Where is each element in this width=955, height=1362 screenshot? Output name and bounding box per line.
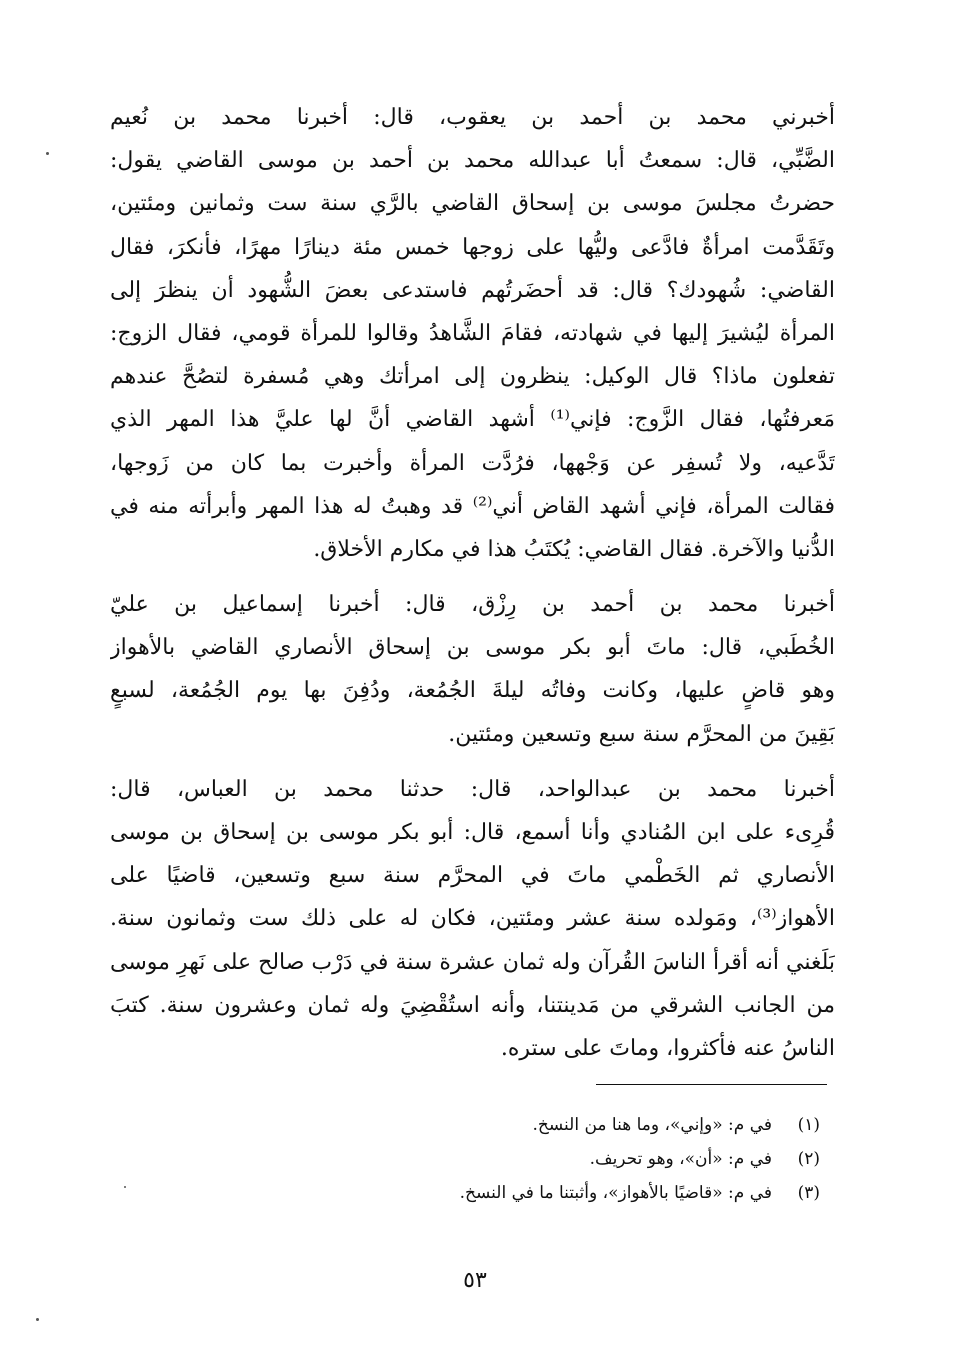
- footnote-text: في م: «قاضيًا بالأهواز»، وأثبتنا ما في النسخ.: [459, 1183, 772, 1203]
- footnote: [300, 1108, 820, 1142]
- text-line: الضَّبِّي، قال: سمعتُ أبا عبدالله محمد بن أحمد بن موسى القاضي يقول:: [110, 148, 835, 174]
- main-text: [110, 96, 835, 1070]
- text-line: الأهواز⁽³⁾، ومَولده سنة عشر ومئتين، فكان له على ذلك ست وثمانون سنة.: [110, 906, 835, 932]
- footnote-number: (٢): [797, 1149, 820, 1169]
- footnotes: [300, 1108, 820, 1210]
- text-line: بَقِينَ من المحرَّم سنة سبع وتسعين ومئتين.: [448, 721, 835, 747]
- text-line: من الجانب الشرقي من مَدينتنا، وأنه استُقْضِيَ وله ثمان وعشرون سنة. كتبَ: [110, 992, 835, 1018]
- text-line: الناسُ عنه فأكثروا، وماتَ على ستره.: [500, 1035, 835, 1061]
- paragraph-2: [110, 583, 835, 756]
- page-number: ٥٣: [463, 1268, 487, 1293]
- paragraph-3: [110, 768, 835, 1070]
- footnote-text: في م: «أن»، وهو تحريف.: [589, 1149, 772, 1169]
- scan-speck: [46, 152, 49, 155]
- scan-speck: [124, 1186, 126, 1188]
- text-line: المرأة ليُشيرَ إليها في شهادته، فقامَ الشَّاهدُ وقالوا للمرأة قومي، فقال الزوج:: [110, 320, 835, 346]
- text-line: الأنصاري ثم الخَطْمي ماتَ في المحرَّم سنة سبع وتسعين، قاضيًا على: [110, 863, 835, 889]
- text-line: الدُّنيا والآخرة. فقال القاضي: يُكتَبُ هذا في مكارم الأخلاق.: [313, 536, 835, 562]
- footnote: [300, 1142, 820, 1176]
- paragraph-gap: [110, 571, 835, 583]
- text-line: مَعرفتُها، فقال الزَّوج: فإني⁽¹⁾ أشهد القاضي أنَّ لها عليَّ هذا المهر الذي: [110, 407, 835, 433]
- text-line: وتَقَدَّمت امرأةٌ فادَّعى وليُّها على زوجها خمس مئة دينارًا مهرًا، فأنكرَ، فقال: [110, 234, 835, 260]
- text-line: قُرِىء على ابن المُنادي وأنا أسمع، قال: أبو بكر موسى بن إسحاق بن موسى: [110, 820, 835, 845]
- footnote-divider: [596, 1084, 827, 1085]
- text-line: أخبرنا محمد بن عبدالواحد، قال: حدثنا محمد بن العباس، قال:: [110, 776, 835, 802]
- paragraph-gap: [110, 756, 835, 768]
- text-line: أخبرنا محمد بن أحمد بن رِزْق، قال: أخبرنا إسماعيل بن عليّ: [110, 592, 835, 618]
- footnote-text: في م: «وإني»، وما هنا من النسخ.: [532, 1115, 772, 1135]
- text-line: القاضي: شُهودك؟ قال: قد أحضَرتُهم فاستدعى بعضَ الشُّهود أن ينظرَ إلى: [110, 277, 835, 303]
- text-line: الخُطَبي، قال: ماتَ أبو بكر موسى بن إسحاق الأنصاري القاضي بالأهواز: [110, 635, 835, 661]
- text-line: وهو قاضٍ عليها، وكانت وفاتُه ليلةَ الجُمُعة، ودُفِنَ بها يوم الجُمُعة، لسبعٍ: [110, 678, 835, 704]
- text-line: بَلَغني أنه أقرأ الناسَ القُرآن وله ثمان عشرة سنة في دَرْب صالح على نَهرِ موسى: [110, 949, 835, 975]
- text-line: أخبرني محمد بن أحمد بن يعقوب، قال: أخبرنا محمد بن نُعيم: [110, 105, 835, 130]
- text-line: حضرتُ مجلسَ موسى بن إسحاق القاضي بالرَّي سنة ست وثمانين ومئتين،: [110, 191, 835, 217]
- text-line: فقالت المرأة، فإني أشهد القاض أني⁽²⁾ قد وهبتُ له هذا المهر وأبرأته منه في: [110, 493, 835, 519]
- footnote-number: (١): [797, 1115, 820, 1135]
- text-line: تَدَّعيه، ولا تُسفِر عن وَجْهها، فرُدَّت المرأة وأخبرت بما كان من زَوجها،: [110, 450, 835, 476]
- footnote: [300, 1176, 820, 1210]
- scan-speck: [36, 1318, 39, 1321]
- text-line: تفعلون ماذا؟ قال الوكيل: ينظرون إلى امرأتك وهي مُسفرة لتصُحَّ عندهم: [110, 364, 835, 390]
- footnote-number: (٣): [797, 1183, 820, 1203]
- paragraph-1: [110, 96, 835, 571]
